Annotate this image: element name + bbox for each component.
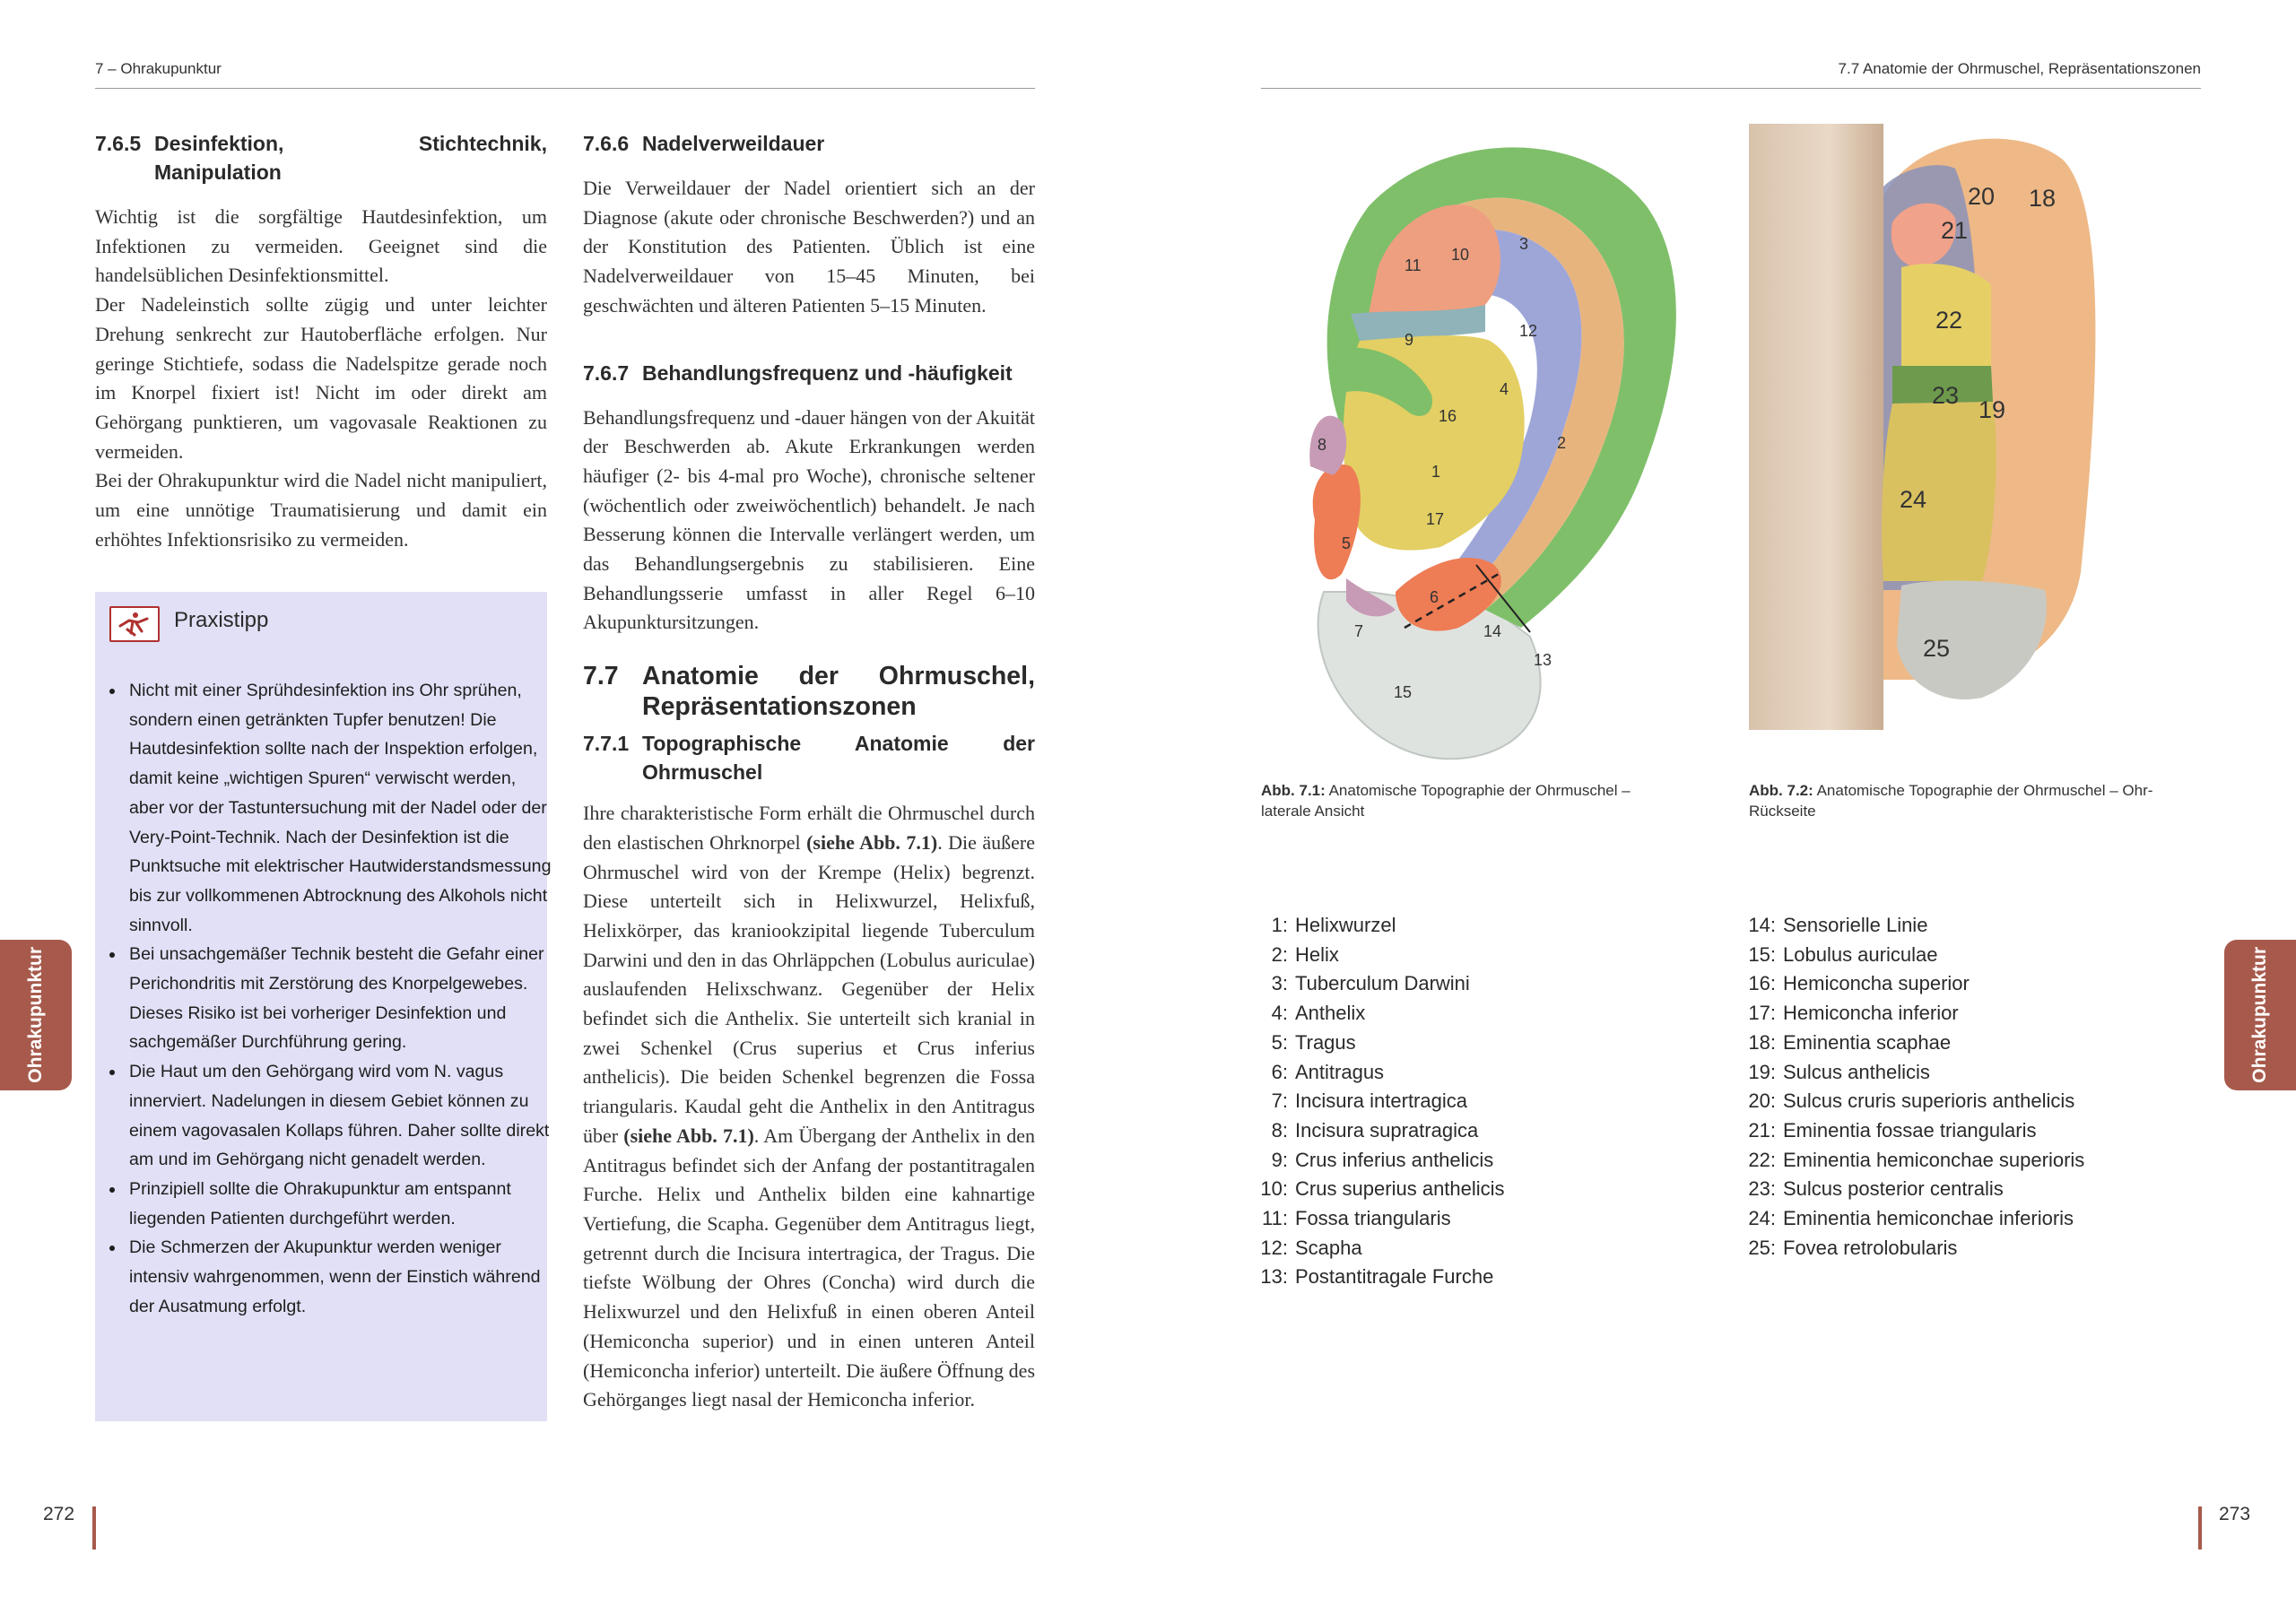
svg-text:12: 12 (1519, 322, 1538, 340)
list-item: • Die Haut um den Gehörgang wird vom N. vagus innerviert. Nadelungen in diesem Gebiet können zu einem vagovasalen Kollaps führen. Daher sollte direkt am und im Gehörgang nicht genadelt werden. (126, 1057, 552, 1175)
svg-text:24: 24 (1900, 486, 1927, 513)
legend-row: 16: Hemiconcha superior (1748, 972, 1970, 995)
caption-label: Abb. 7.1: (1261, 782, 1326, 799)
svg-text:16: 16 (1439, 407, 1457, 425)
legend-row: 2: Helix (1271, 942, 1339, 966)
svg-text:3: 3 (1519, 235, 1529, 253)
svg-text:11: 11 (1405, 256, 1422, 274)
svg-text:17: 17 (1426, 510, 1445, 528)
section-title: Nadelverweildauer (642, 132, 825, 155)
list-item: • Die Schmerzen der Akupunktur werden weniger intensiv wahrgenommen, wenn der Einstich während der Ausatmung erfolgt. (126, 1233, 552, 1321)
chapter-side-tab-left[interactable]: Ohrakupunktur (0, 940, 72, 1090)
legend-row: 1: Helixwurzel (1271, 914, 1396, 936)
page-number-bar-left (92, 1506, 96, 1550)
svg-text:10: 10 (1451, 246, 1470, 264)
middle-column (583, 129, 1035, 1415)
section-title: Behandlungsfrequenz und -häufigkeit (642, 360, 1013, 385)
paragraph: Bei der Ohrakupunktur wird die Nadel nicht manipuliert, um eine unnötige Traumatisierung und damit ein erhöhtes Infektionsrisiko zu vermeiden. (95, 469, 547, 551)
heading-7-6-7 (583, 359, 1035, 387)
section-number: 7.6.5 (95, 132, 142, 155)
svg-text:23: 23 (1932, 382, 1960, 409)
chapter-side-tab-right[interactable]: Ohrakupunktur (2224, 940, 2296, 1090)
legend-row: 22: Eminentia hemiconchae superioris (1748, 1148, 2085, 1171)
list-item: • Prinzipiell sollte die Ohrakupunktur am entspannt liegenden Patienten durchgeführt werden. (126, 1175, 552, 1233)
section-title: Desinfektion, Stichtechnik, Manipulation (154, 132, 547, 184)
svg-text:4: 4 (1500, 380, 1509, 398)
legend-row: 12: Scapha (1260, 1236, 1362, 1259)
caption-text: Anatomische Topographie der Ohrmuschel – laterale Ansicht (1261, 782, 1631, 820)
paragraph: Behandlungsfrequenz und -dauer hängen von der Akuität der Beschwerden ab. Akute Erkrankungen werden häufiger (2- bis 4-mal pro Woche), chronische seltener (wöchentlich oder zweiwöchentlich) behandelt. Je nach Besserung können die Intervalle verlängert werden, um das Behandlungsergebnis zu stabilisieren. Eine Behandlungsserie umfasst in aller Regel 6–10 Akupunktursitzungen. (583, 405, 1035, 634)
legend-row: 17: Hemiconcha inferior (1748, 1002, 1959, 1025)
section-number: 7.7.1 (583, 732, 630, 756)
practice-tip-title: Praxistipp (174, 608, 269, 632)
svg-text:19: 19 (1979, 396, 2006, 423)
figure-reference[interactable]: (siehe Abb. 7.1) (806, 830, 938, 854)
svg-text:20: 20 (1968, 183, 1996, 210)
ear-back-illustration (1749, 124, 2108, 730)
svg-text:21: 21 (1941, 217, 1969, 244)
svg-text:5: 5 (1342, 534, 1352, 552)
section-title: Topographische Anatomie der Ohrmuschel (642, 732, 1035, 785)
header-rule-right (1261, 88, 2201, 89)
legend-row: 10: Crus superius anthelicis (1260, 1177, 1505, 1201)
legend-row: 13: Postantitragale Furche (1260, 1265, 1494, 1289)
svg-text:1: 1 (1431, 463, 1441, 481)
heading-7-7 (583, 661, 1035, 722)
figure-7-1-caption (1261, 780, 1683, 821)
svg-text:15: 15 (1394, 683, 1413, 701)
legend-row: 24: Eminentia hemiconchae inferioris (1748, 1207, 2074, 1230)
page-number-left: 272 (43, 1504, 75, 1524)
practice-tip-list (106, 676, 552, 1321)
legend-row: 23: Sulcus posterior centralis (1748, 1177, 2004, 1201)
section-number: 7.7 (583, 662, 619, 691)
legend-left (1254, 911, 1684, 1292)
legend-row: 14: Sensorielle Linie (1748, 914, 1928, 936)
heading-7-7-1 (583, 729, 1035, 786)
section-number: 7.6.7 (583, 360, 630, 385)
paragraph: Der Nadeleinstich sollte zügig und unter leichter Drehung senkrecht zur Hautoberfläche erfolgen. Nur geringe Stichtiefe, sodass die Nadelspitze gerade noch im Knorpel fixiert ist! Nicht im oder direkt am Gehörgang punktieren, um vagovasale Reaktionen zu vermeiden. (95, 293, 547, 463)
legend-row: 20: Sulcus cruris superioris anthelicis (1748, 1089, 2075, 1113)
practice-tip-icon (109, 606, 160, 642)
section-title: Anatomie der Ohrmuschel, Repräsentationszonen (642, 662, 1035, 722)
legend-right (1742, 911, 2208, 1263)
legend-row: 8: Incisura supratragica (1271, 1118, 1479, 1142)
page-number-right: 273 (2219, 1504, 2251, 1524)
caption-label: Abb. 7.2: (1749, 782, 1813, 799)
ear-lateral-illustration (1261, 126, 1709, 771)
paragraph-anatomy: Ihre charakteristische Form erhält die Ohrmuschel durch den elastischen Ohrknorpel (siehe Abb. 7.1). Die äußere Ohrmuschel wird von der Krempe (Helix) begrenzt. Diese unterteilt sich in Helixwurzel, Helixfuß, Helixkörper, das kraniookzipital liegende Tuberculum Darwini und den in das Ohrläppchen (Lobulus auriculae) auslaufenden Helixschwanz. Gegenüber der Helix befindet sich die Anthelix. Sie unterteilt sich kranial in zwei Schenkel (Crus superius et Crus inferius anthelicis). Die beiden Schenkel begrenzen die Fossa triangularis. Kaudal geht die Anthelix in den Antitragus über (siehe Abb. 7.1). Am Übergang der Anthelix in den Antitragus befindet sich der Anfang der postantitragalen Furche. Helix und Anthelix bilden eine kahnartige Vertiefung, die Scapha. Gegenüber dem Antitragus liegt, getrennt durch die Incisura intertragica, der Tragus. Die tiefste Wölbung der Ohres (Concha) wird durch die Helixwurzel und den Helixfuß in einen oberen Anteil (Hemiconcha superior) und in einen unteren Anteil (Hemiconcha inferior) unterteilt. Die äußere Öffnung des Gehörganges liegt nasal der Hemiconcha inferior. (583, 802, 1036, 1411)
svg-text:2: 2 (1557, 434, 1567, 452)
running-head-right: 7.7 Anatomie der Ohrmuschel, Repräsentationszonen (1838, 60, 2201, 77)
legend-row: 9: Crus inferius anthelicis (1271, 1148, 1494, 1171)
legend-row: 4: Anthelix (1271, 1002, 1366, 1025)
running-head-left: 7 – Ohrakupunktur (95, 60, 222, 77)
header-rule-left (95, 88, 1035, 89)
legend-row: 6: Antitragus (1271, 1060, 1385, 1083)
legend-row: 11: Fossa triangularis (1262, 1207, 1451, 1230)
legend-row: 7: Incisura intertragica (1271, 1089, 1467, 1113)
legend-row: 25: Fovea retrolobularis (1748, 1236, 1958, 1259)
figure-7-2-caption (1749, 780, 2170, 821)
list-item: • Nicht mit einer Sprühdesinfektion ins Ohr sprühen, sondern einen getränkten Tupfer benutzen! Die Hautdesinfektion sollte nach der Inspektion erfolgen, damit keine „wichtigen Spuren“ verwischt werden, aber vor der Tastuntersuchung mit der Nadel oder der Very-Point-Technik. Nach der Desinfektion ist die Punktsuche mit elektrischer Hautwiderstandsmessung bis zur vollkommenen Abtrocknung des Alkohols nicht sinnvoll. (126, 676, 552, 940)
svg-text:18: 18 (2029, 185, 2057, 212)
figure-reference[interactable]: (siehe Abb. 7.1) (623, 1124, 754, 1147)
caption-text: Anatomische Topographie der Ohrmuschel – Ohr-Rückseite (1749, 782, 2153, 820)
svg-text:6: 6 (1430, 588, 1439, 606)
legend-row: 19: Sulcus anthelicis (1748, 1060, 1930, 1083)
svg-text:8: 8 (1318, 436, 1327, 454)
svg-text:13: 13 (1534, 651, 1552, 669)
svg-text:25: 25 (1923, 635, 1951, 662)
svg-text:14: 14 (1483, 622, 1502, 640)
left-column (95, 129, 547, 554)
svg-text:7: 7 (1354, 622, 1364, 640)
legend-row: 5: Tragus (1271, 1030, 1356, 1054)
legend-row: 21: Eminentia fossae triangularis (1748, 1118, 2037, 1142)
legend-row: 18: Eminentia scaphae (1748, 1030, 1952, 1054)
legend-row: 3: Tuberculum Darwini (1271, 972, 1470, 995)
heading-7-6-5 (95, 129, 547, 187)
list-item: • Bei unsachgemäßer Technik besteht die Gefahr einer Perichondritis mit Zerstörung des Knorpelgewebes. Dieses Risiko ist bei vorheriger Desinfektion und sachgemäßer Durchführung gering. (126, 940, 552, 1057)
paragraph: Wichtig ist die sorgfältige Hautdesinfektion, um Infektionen zu vermeiden. Geeignet sind die handelsüblichen Desinfektionsmittel. (95, 205, 547, 287)
heading-7-6-6 (583, 129, 1035, 158)
page-number-bar-right (2198, 1506, 2202, 1550)
figure-7-2 (1749, 124, 2108, 734)
figure-7-1 (1261, 126, 1709, 776)
paragraph: Die Verweildauer der Nadel orientiert sich an der Diagnose (akute oder chronische Beschwerden?) und an der Konstitution des Patienten. Üblich ist eine Nadelverweildauer von 15–45 Minuten, bei geschwächten und älteren Patienten 5–15 Minuten. (583, 177, 1035, 317)
legend-row: 15: Lobulus auriculae (1748, 942, 1938, 966)
svg-text:9: 9 (1405, 331, 1414, 349)
svg-text:22: 22 (1935, 307, 1963, 334)
section-number: 7.6.6 (583, 132, 630, 155)
